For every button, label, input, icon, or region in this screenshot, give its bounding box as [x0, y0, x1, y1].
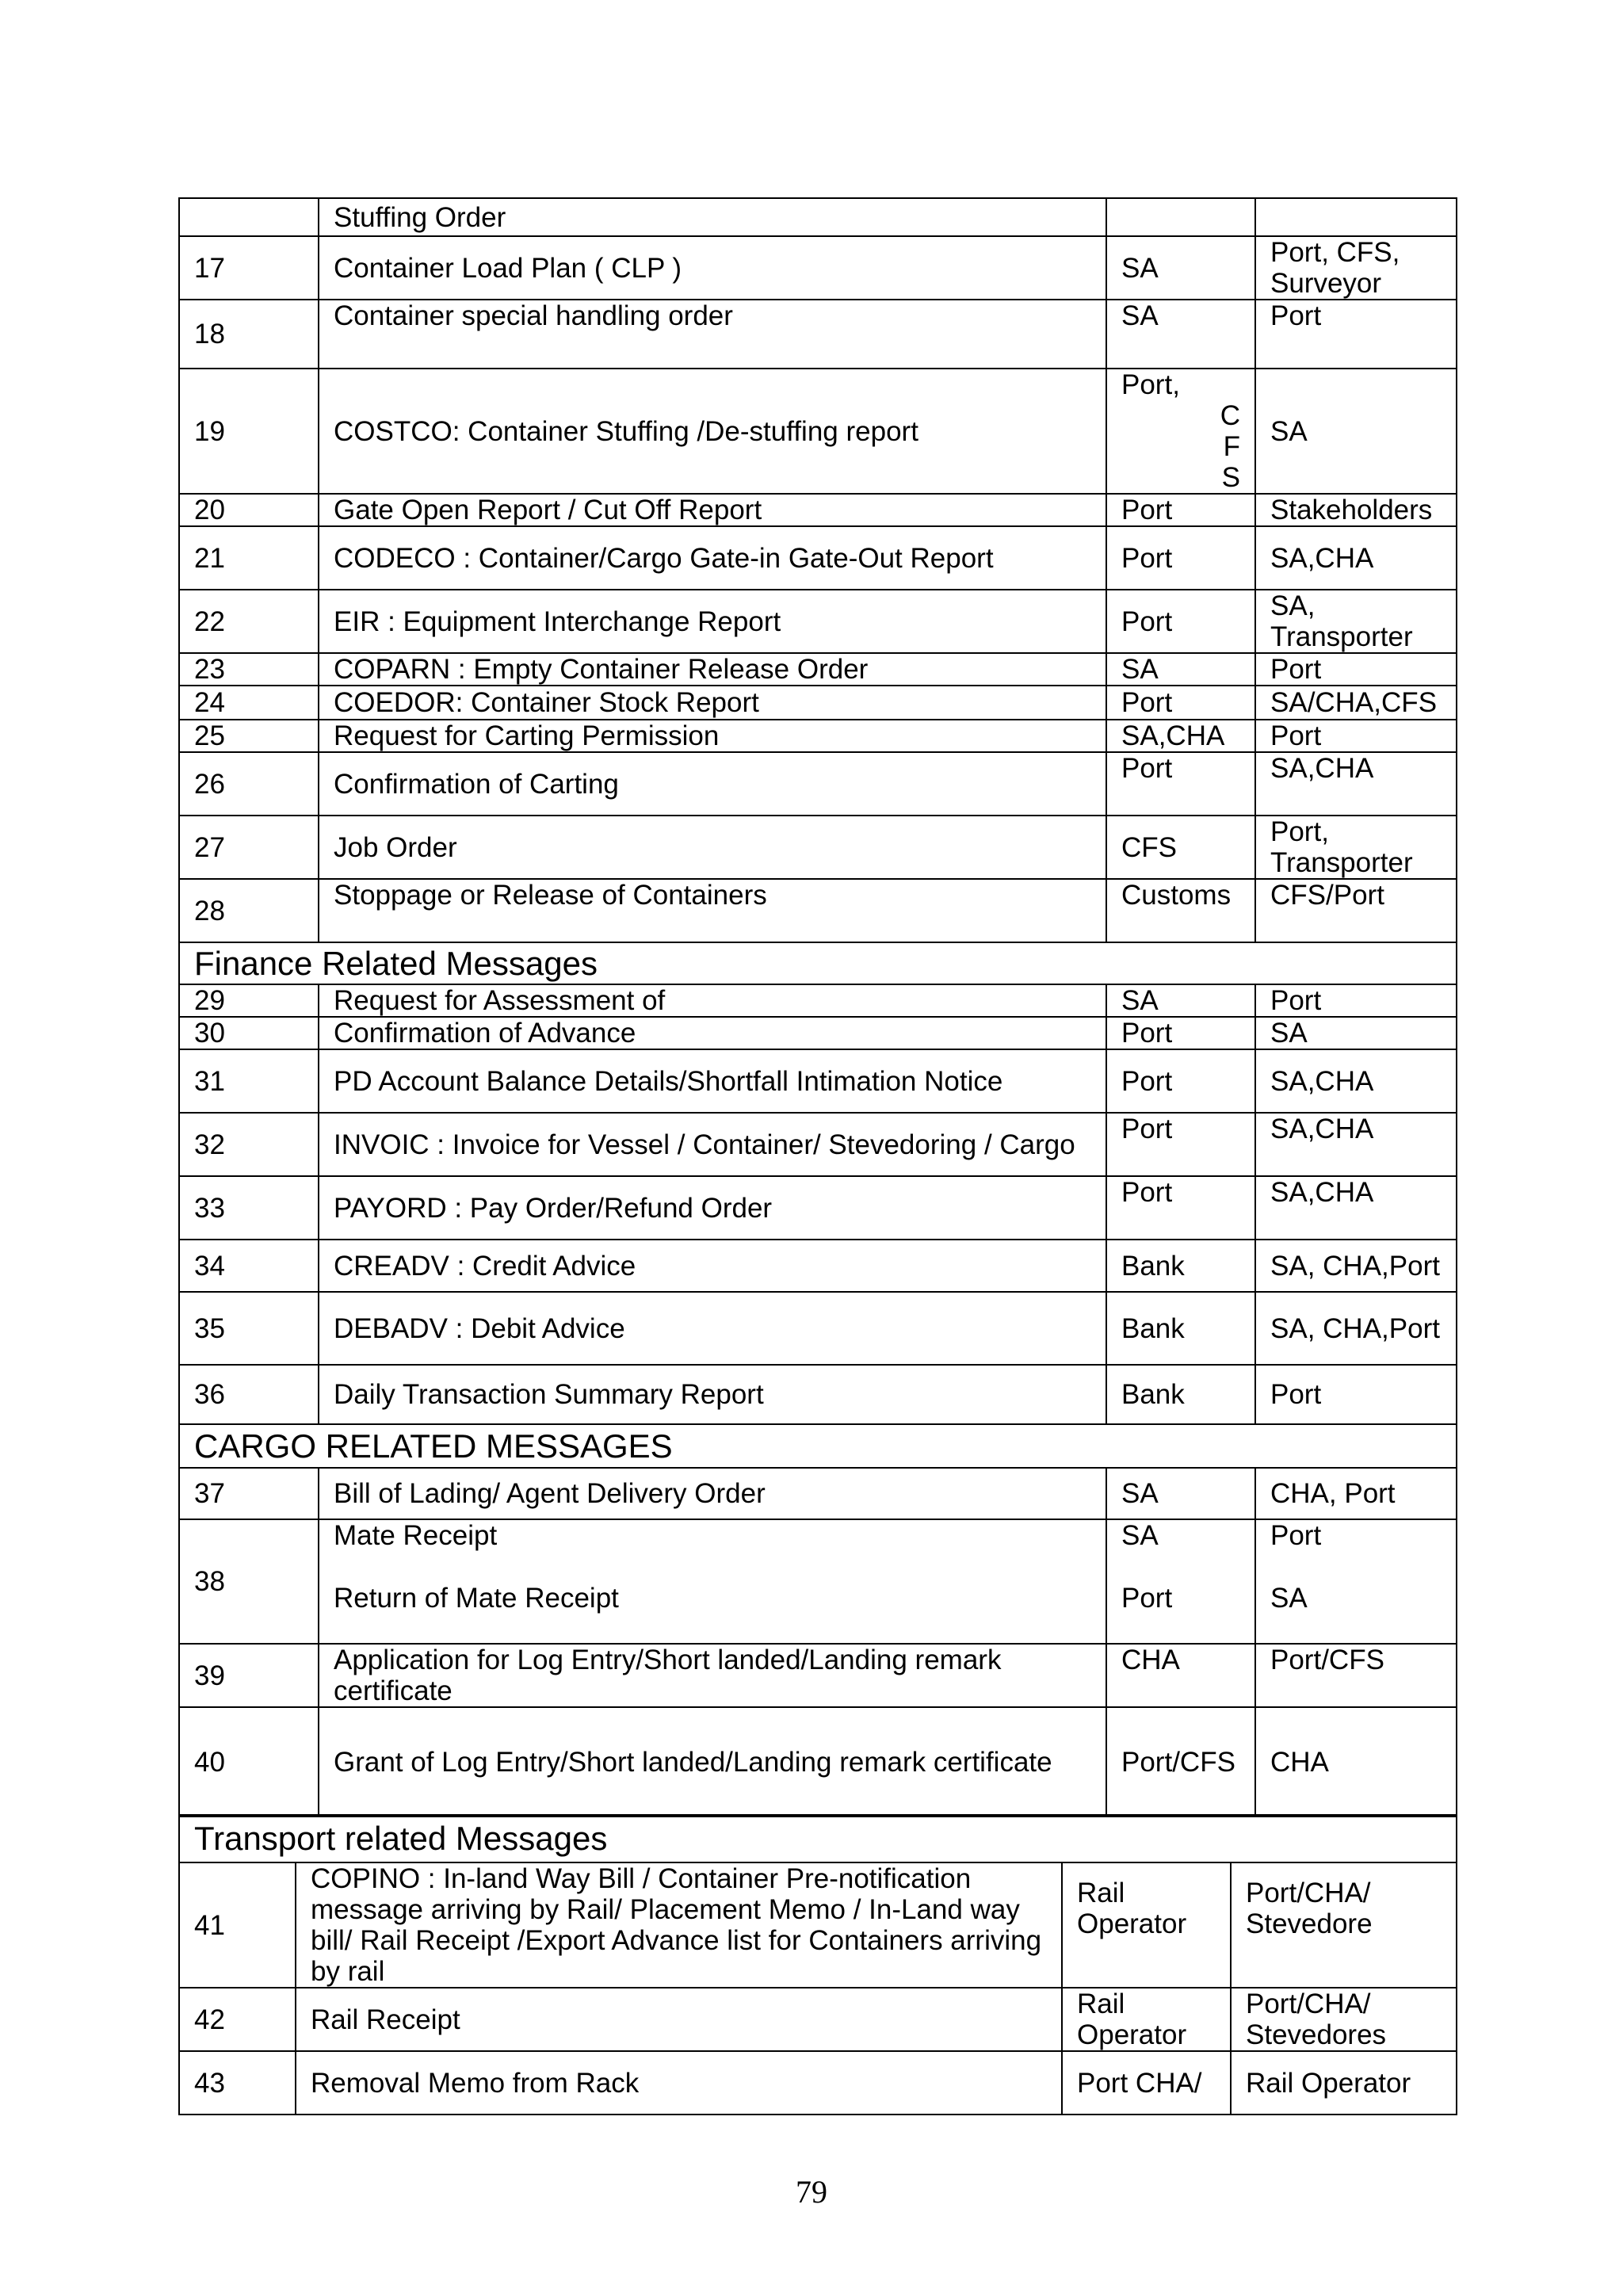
table-row: [179, 879, 1457, 942]
row-number: 35: [179, 1292, 319, 1365]
row-number: 27: [179, 816, 319, 879]
to-party: CHA, Port: [1255, 1468, 1457, 1519]
table-row: [179, 1292, 1457, 1365]
message-name: Gate Open Report / Cut Off Report: [319, 494, 1106, 526]
from-party: SA: [1106, 300, 1255, 369]
message-name: Confirmation of Carting: [319, 752, 1106, 816]
row-number: 24: [179, 686, 319, 720]
row-number: 30: [179, 1017, 319, 1049]
table-row: [179, 1468, 1457, 1519]
row-number: 18: [179, 300, 319, 369]
row-number: 43: [179, 2051, 296, 2115]
table-row: [179, 1017, 1457, 1049]
message-name: COPINO : In-land Way Bill / Container Pre-notification message arriving by Rail/ Placement Memo / In-Land way bill/ Rail Receipt /Export Advance list for Containers arriving by rail: [296, 1862, 1062, 1988]
section-heading-row: [179, 1815, 1457, 1862]
message-name: Container Load Plan ( CLP ): [319, 236, 1106, 300]
from-party: Rail Operator: [1062, 1862, 1231, 1988]
table-row: [179, 369, 1457, 494]
to-party: SA,CHA: [1255, 1176, 1457, 1240]
table-row: [179, 494, 1457, 526]
table-row: [179, 236, 1457, 300]
message-name: PAYORD : Pay Order/Refund Order: [319, 1176, 1106, 1240]
to-party: Port, CFS, Surveyor: [1255, 236, 1457, 300]
line-gap: [334, 1551, 1091, 1583]
table-row: [179, 1365, 1457, 1424]
row-number: 37: [179, 1468, 319, 1519]
to-party: Rail Operator: [1231, 2051, 1457, 2115]
message-name: EIR : Equipment Interchange Report: [319, 590, 1106, 653]
from-party: Port: [1106, 1049, 1255, 1113]
from-party: [1106, 369, 1255, 494]
from-party: Bank: [1106, 1365, 1255, 1424]
finance-section-heading: Finance Related Messages: [179, 942, 1457, 984]
message-name: COSTCO: Container Stuffing /De-stuffing report: [319, 369, 1106, 494]
table-row: [179, 300, 1457, 369]
table-row: [179, 1240, 1457, 1292]
from-line: SA: [1121, 1520, 1159, 1551]
message-name: Stuffing Order: [319, 198, 1106, 236]
from-party: Port/CFS: [1106, 1707, 1255, 1817]
row-number: 40: [179, 1707, 319, 1817]
from-party: Port: [1106, 590, 1255, 653]
message-name: DEBADV : Debit Advice: [319, 1292, 1106, 1365]
row-number: 22: [179, 590, 319, 653]
message-name: Application for Log Entry/Short landed/Landing remark certificate: [319, 1644, 1106, 1707]
from-party: Port CHA/: [1062, 2051, 1231, 2115]
from-party: Port: [1106, 526, 1255, 590]
message-name: Job Order: [319, 816, 1106, 879]
table-row: [179, 1707, 1457, 1817]
row-number: 39: [179, 1644, 319, 1707]
table-row: [179, 1113, 1457, 1176]
stack-letter: F: [1223, 431, 1240, 462]
to-party: Port: [1255, 720, 1457, 752]
message-name: COEDOR: Container Stock Report: [319, 686, 1106, 720]
to-party: CHA: [1255, 1707, 1457, 1817]
to-line: Port: [1270, 1520, 1322, 1551]
message-line: Mate Receipt: [334, 1520, 498, 1551]
from-party: SA: [1106, 984, 1255, 1017]
to-party: SA, Transporter: [1255, 590, 1457, 653]
from-party: SA: [1106, 653, 1255, 686]
message-line: Return of Mate Receipt: [334, 1583, 619, 1614]
table-row: [179, 590, 1457, 653]
row-number: 33: [179, 1176, 319, 1240]
from-party: Port: [1106, 1017, 1255, 1049]
row-number: 26: [179, 752, 319, 816]
from-party: [1106, 1519, 1255, 1644]
row-number: 20: [179, 494, 319, 526]
to-party: SA, CHA,Port: [1255, 1240, 1457, 1292]
to-party: Port/CFS: [1255, 1644, 1457, 1707]
from-party: Port: [1106, 1113, 1255, 1176]
messages-table: [178, 197, 1457, 1817]
from-party: [1106, 198, 1255, 236]
message-name: CODECO : Container/Cargo Gate-in Gate-Out Report: [319, 526, 1106, 590]
row-number: 23: [179, 653, 319, 686]
to-party: Stakeholders: [1255, 494, 1457, 526]
from-party-stack: [1121, 400, 1240, 493]
to-party: SA: [1255, 369, 1457, 494]
from-line: Port: [1121, 1583, 1173, 1614]
row-number: 32: [179, 1113, 319, 1176]
row-number: 42: [179, 1988, 296, 2051]
to-party: SA/CHA,CFS: [1255, 686, 1457, 720]
row-number: 34: [179, 1240, 319, 1292]
table-row: [179, 1862, 1457, 1988]
from-party: Port: [1106, 1176, 1255, 1240]
message-name: Confirmation of Advance: [319, 1017, 1106, 1049]
table-row: [179, 1176, 1457, 1240]
stack-letter: C: [1220, 400, 1240, 431]
row-number: 17: [179, 236, 319, 300]
row-number: 36: [179, 1365, 319, 1424]
row-number: [179, 198, 319, 236]
row-number: 28: [179, 879, 319, 942]
message-name: Grant of Log Entry/Short landed/Landing remark certificate: [319, 1707, 1106, 1817]
section-heading-row: [179, 942, 1457, 984]
from-party: CHA: [1106, 1644, 1255, 1707]
message-name: Stoppage or Release of Containers: [319, 879, 1106, 942]
to-line: SA: [1270, 1583, 1308, 1614]
message-name: Container special handling order: [319, 300, 1106, 369]
table-row: [179, 198, 1457, 236]
message-name: [319, 1519, 1106, 1644]
from-party: Port: [1106, 494, 1255, 526]
from-party-line: Port,: [1121, 369, 1180, 400]
page-number: 79: [796, 2174, 827, 2210]
message-name: Removal Memo from Rack: [296, 2051, 1062, 2115]
table-row: [179, 2051, 1457, 2115]
to-party: Port/CHA/ Stevedores: [1231, 1988, 1457, 2051]
to-party: Port: [1255, 984, 1457, 1017]
message-name: Request for Assessment of: [319, 984, 1106, 1017]
to-party: CFS/Port: [1255, 879, 1457, 942]
row-number: 25: [179, 720, 319, 752]
table-row: [179, 1519, 1457, 1644]
to-party: SA, CHA,Port: [1255, 1292, 1457, 1365]
table-row: [179, 1988, 1457, 2051]
to-party: Port/CHA/ Stevedore: [1231, 1862, 1457, 1988]
message-name: INVOIC : Invoice for Vessel / Container/ Stevedoring / Cargo: [319, 1113, 1106, 1176]
table-row: [179, 686, 1457, 720]
to-party: Port: [1255, 653, 1457, 686]
row-number: 31: [179, 1049, 319, 1113]
to-party: SA,CHA: [1255, 752, 1457, 816]
from-party: Bank: [1106, 1292, 1255, 1365]
table-row: [179, 752, 1457, 816]
table-row: [179, 1049, 1457, 1113]
message-name: Bill of Lading/ Agent Delivery Order: [319, 1468, 1106, 1519]
message-name: CREADV : Credit Advice: [319, 1240, 1106, 1292]
message-name: Rail Receipt: [296, 1988, 1062, 2051]
table-row: [179, 984, 1457, 1017]
row-number: 38: [179, 1519, 319, 1644]
from-party: SA,CHA: [1106, 720, 1255, 752]
table-row: [179, 816, 1457, 879]
table-row: [179, 1644, 1457, 1707]
cargo-section-heading: CARGO RELATED MESSAGES: [179, 1424, 1457, 1468]
transport-section-heading: Transport related Messages: [179, 1815, 1457, 1862]
from-party: Bank: [1106, 1240, 1255, 1292]
from-party: CFS: [1106, 816, 1255, 879]
table-row: [179, 653, 1457, 686]
to-party: SA: [1255, 1017, 1457, 1049]
to-party: [1255, 1519, 1457, 1644]
to-party: Port: [1255, 300, 1457, 369]
transport-table: [178, 1814, 1457, 2115]
table-row: [179, 526, 1457, 590]
message-name: Request for Carting Permission: [319, 720, 1106, 752]
from-party: Customs: [1106, 879, 1255, 942]
section-heading-row: [179, 1424, 1457, 1468]
row-number: 29: [179, 984, 319, 1017]
table-row: [179, 720, 1457, 752]
to-party: [1255, 198, 1457, 236]
from-party: Rail Operator: [1062, 1988, 1231, 2051]
to-party: Port, Transporter: [1255, 816, 1457, 879]
to-party: Port: [1255, 1365, 1457, 1424]
line-gap: [1270, 1551, 1442, 1583]
row-number: 19: [179, 369, 319, 494]
to-party: SA,CHA: [1255, 526, 1457, 590]
from-party: SA: [1106, 236, 1255, 300]
stack-letter: S: [1221, 462, 1240, 493]
to-party: SA,CHA: [1255, 1049, 1457, 1113]
to-party: SA,CHA: [1255, 1113, 1457, 1176]
row-number: 21: [179, 526, 319, 590]
line-gap: [1121, 1551, 1240, 1583]
from-party: SA: [1106, 1468, 1255, 1519]
from-party: Port: [1106, 752, 1255, 816]
row-number: 41: [179, 1862, 296, 1988]
message-name: PD Account Balance Details/Shortfall Intimation Notice: [319, 1049, 1106, 1113]
message-name: COPARN : Empty Container Release Order: [319, 653, 1106, 686]
from-party: Port: [1106, 686, 1255, 720]
message-name: Daily Transaction Summary Report: [319, 1365, 1106, 1424]
